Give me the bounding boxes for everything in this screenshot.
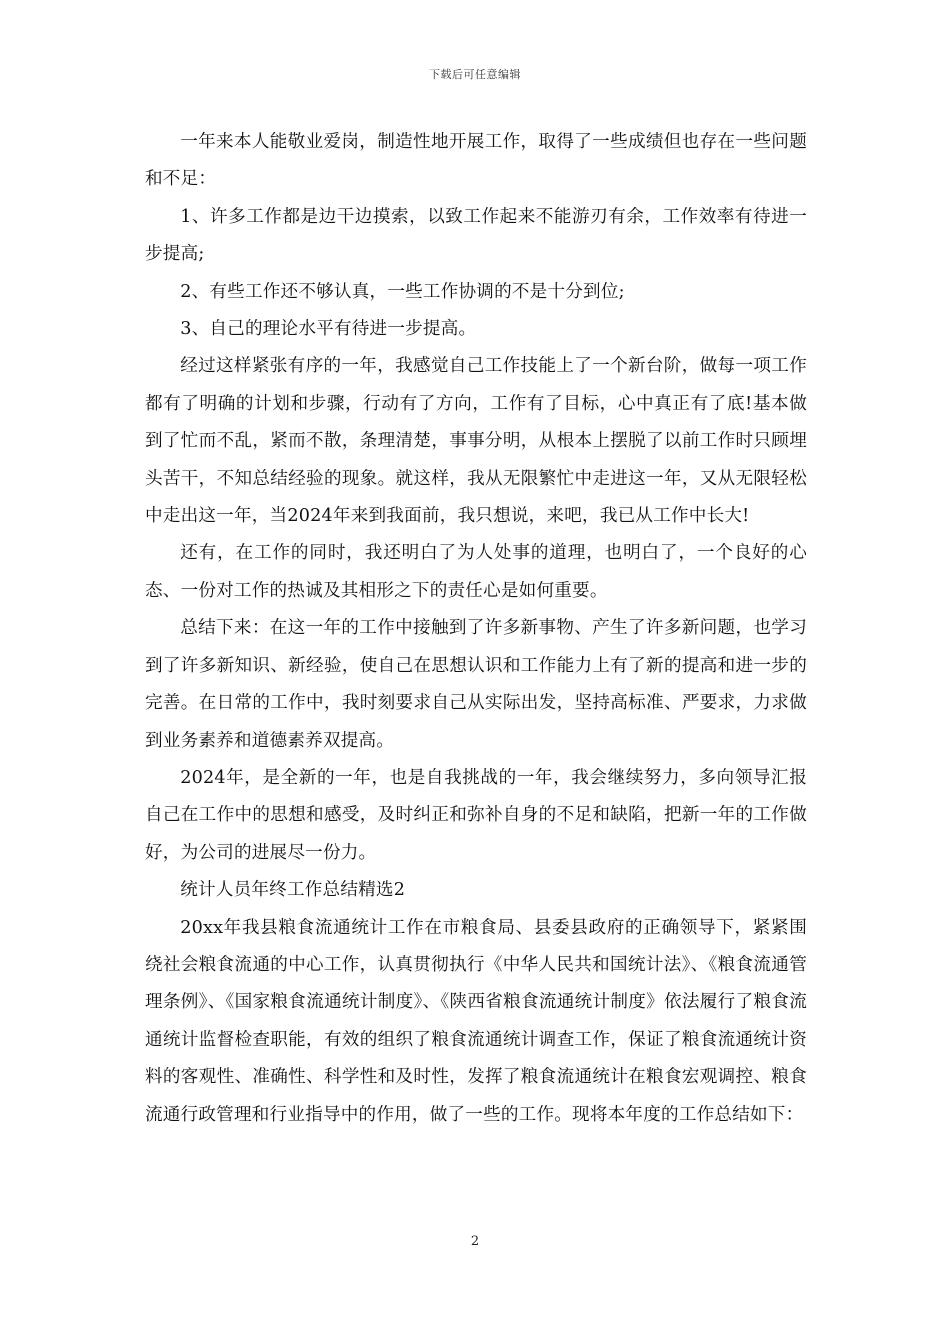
- document-body: [145, 124, 807, 1134]
- paragraph-reflection: 经过这样紧张有序的一年，我感觉自己工作技能上了一个新台阶，做每一项工作都有了明确的计划和步骤，行动有了方向，工作有了目标，心中真正有了底!基本做到了忙而不乱，紧而不散，条理清楚，事事分明，从根本上摆脱了以前工作时只顾埋头苦干，不知总结经验的现象。就这样，我从无限繁忙中走进这一年，又从无限轻松中走出这一年，当2024年来到我面前，我只想说，来吧，我已从工作中长大!: [145, 356, 807, 527]
- paragraph-issue-1: 1、许多工作都是边干边摸索，以致工作起来不能游刃有余，工作效率有待进一步提高;: [145, 206, 807, 265]
- page-header: 下载后可任意编辑: [429, 68, 521, 81]
- section-heading: 统计人员年终工作总结精选2: [180, 880, 406, 901]
- paragraph-issue-3: 3、自己的理论水平有待进一步提高。: [180, 319, 477, 340]
- paragraph-intro: 一年来本人能敬业爱岗，制造性地开展工作，取得了一些成绩但也存在一些问题和不足：: [145, 132, 807, 190]
- paragraph-summary: 总结下来：在这一年的工作中接触到了许多新事物、产生了许多新问题，也学习到了许多新知识、新经验，使自己在思想认识和工作能力上有了新的提高和进一步的完善。在日常的工作中，我时刻要求自己从实际出发，坚持高标准、严要求，力求做到业务素养和道德素养双提高。: [145, 618, 807, 751]
- paragraph-attitude: 还有，在工作的同时，我还明白了为人处事的道理，也明白了，一个良好的心态、一份对工作的热诚及其相形之下的责任心是如何重要。: [145, 543, 807, 601]
- paragraph-section-2-intro: 20xx年我县粮食流通统计工作在市粮食局、县委县政府的正确领导下，紧紧围绕社会粮食流通的中心工作，认真贯彻执行《中华人民共和国统计法》、《粮食流通管理条例》、《国家粮食流通统计制度》、《陕西省粮食流通统计制度》依法履行了粮食流通统计监督检查职能，有效的组织了粮食流通统计调查工作，保证了粮食流通统计资料的客观性、准确性、科学性和及时性，发挥了粮食流通统计在粮食宏观调控、粮食流通行政管理和行业指导中的作用，做了一些的工作。现将本年度的工作总结如下：: [145, 917, 807, 1125]
- page-number: 2: [470, 1234, 480, 1249]
- paragraph-issue-2: 2、有些工作还不够认真，一些工作协调的不是十分到位;: [180, 281, 625, 302]
- paragraph-outlook: 2024年，是全新的一年，也是自我挑战的一年，我会继续努力，多向领导汇报自己在工作中的思想和感受，及时纠正和弥补自身的不足和缺陷，把新一年的工作做好，为公司的进展尽一份力。: [145, 767, 807, 863]
